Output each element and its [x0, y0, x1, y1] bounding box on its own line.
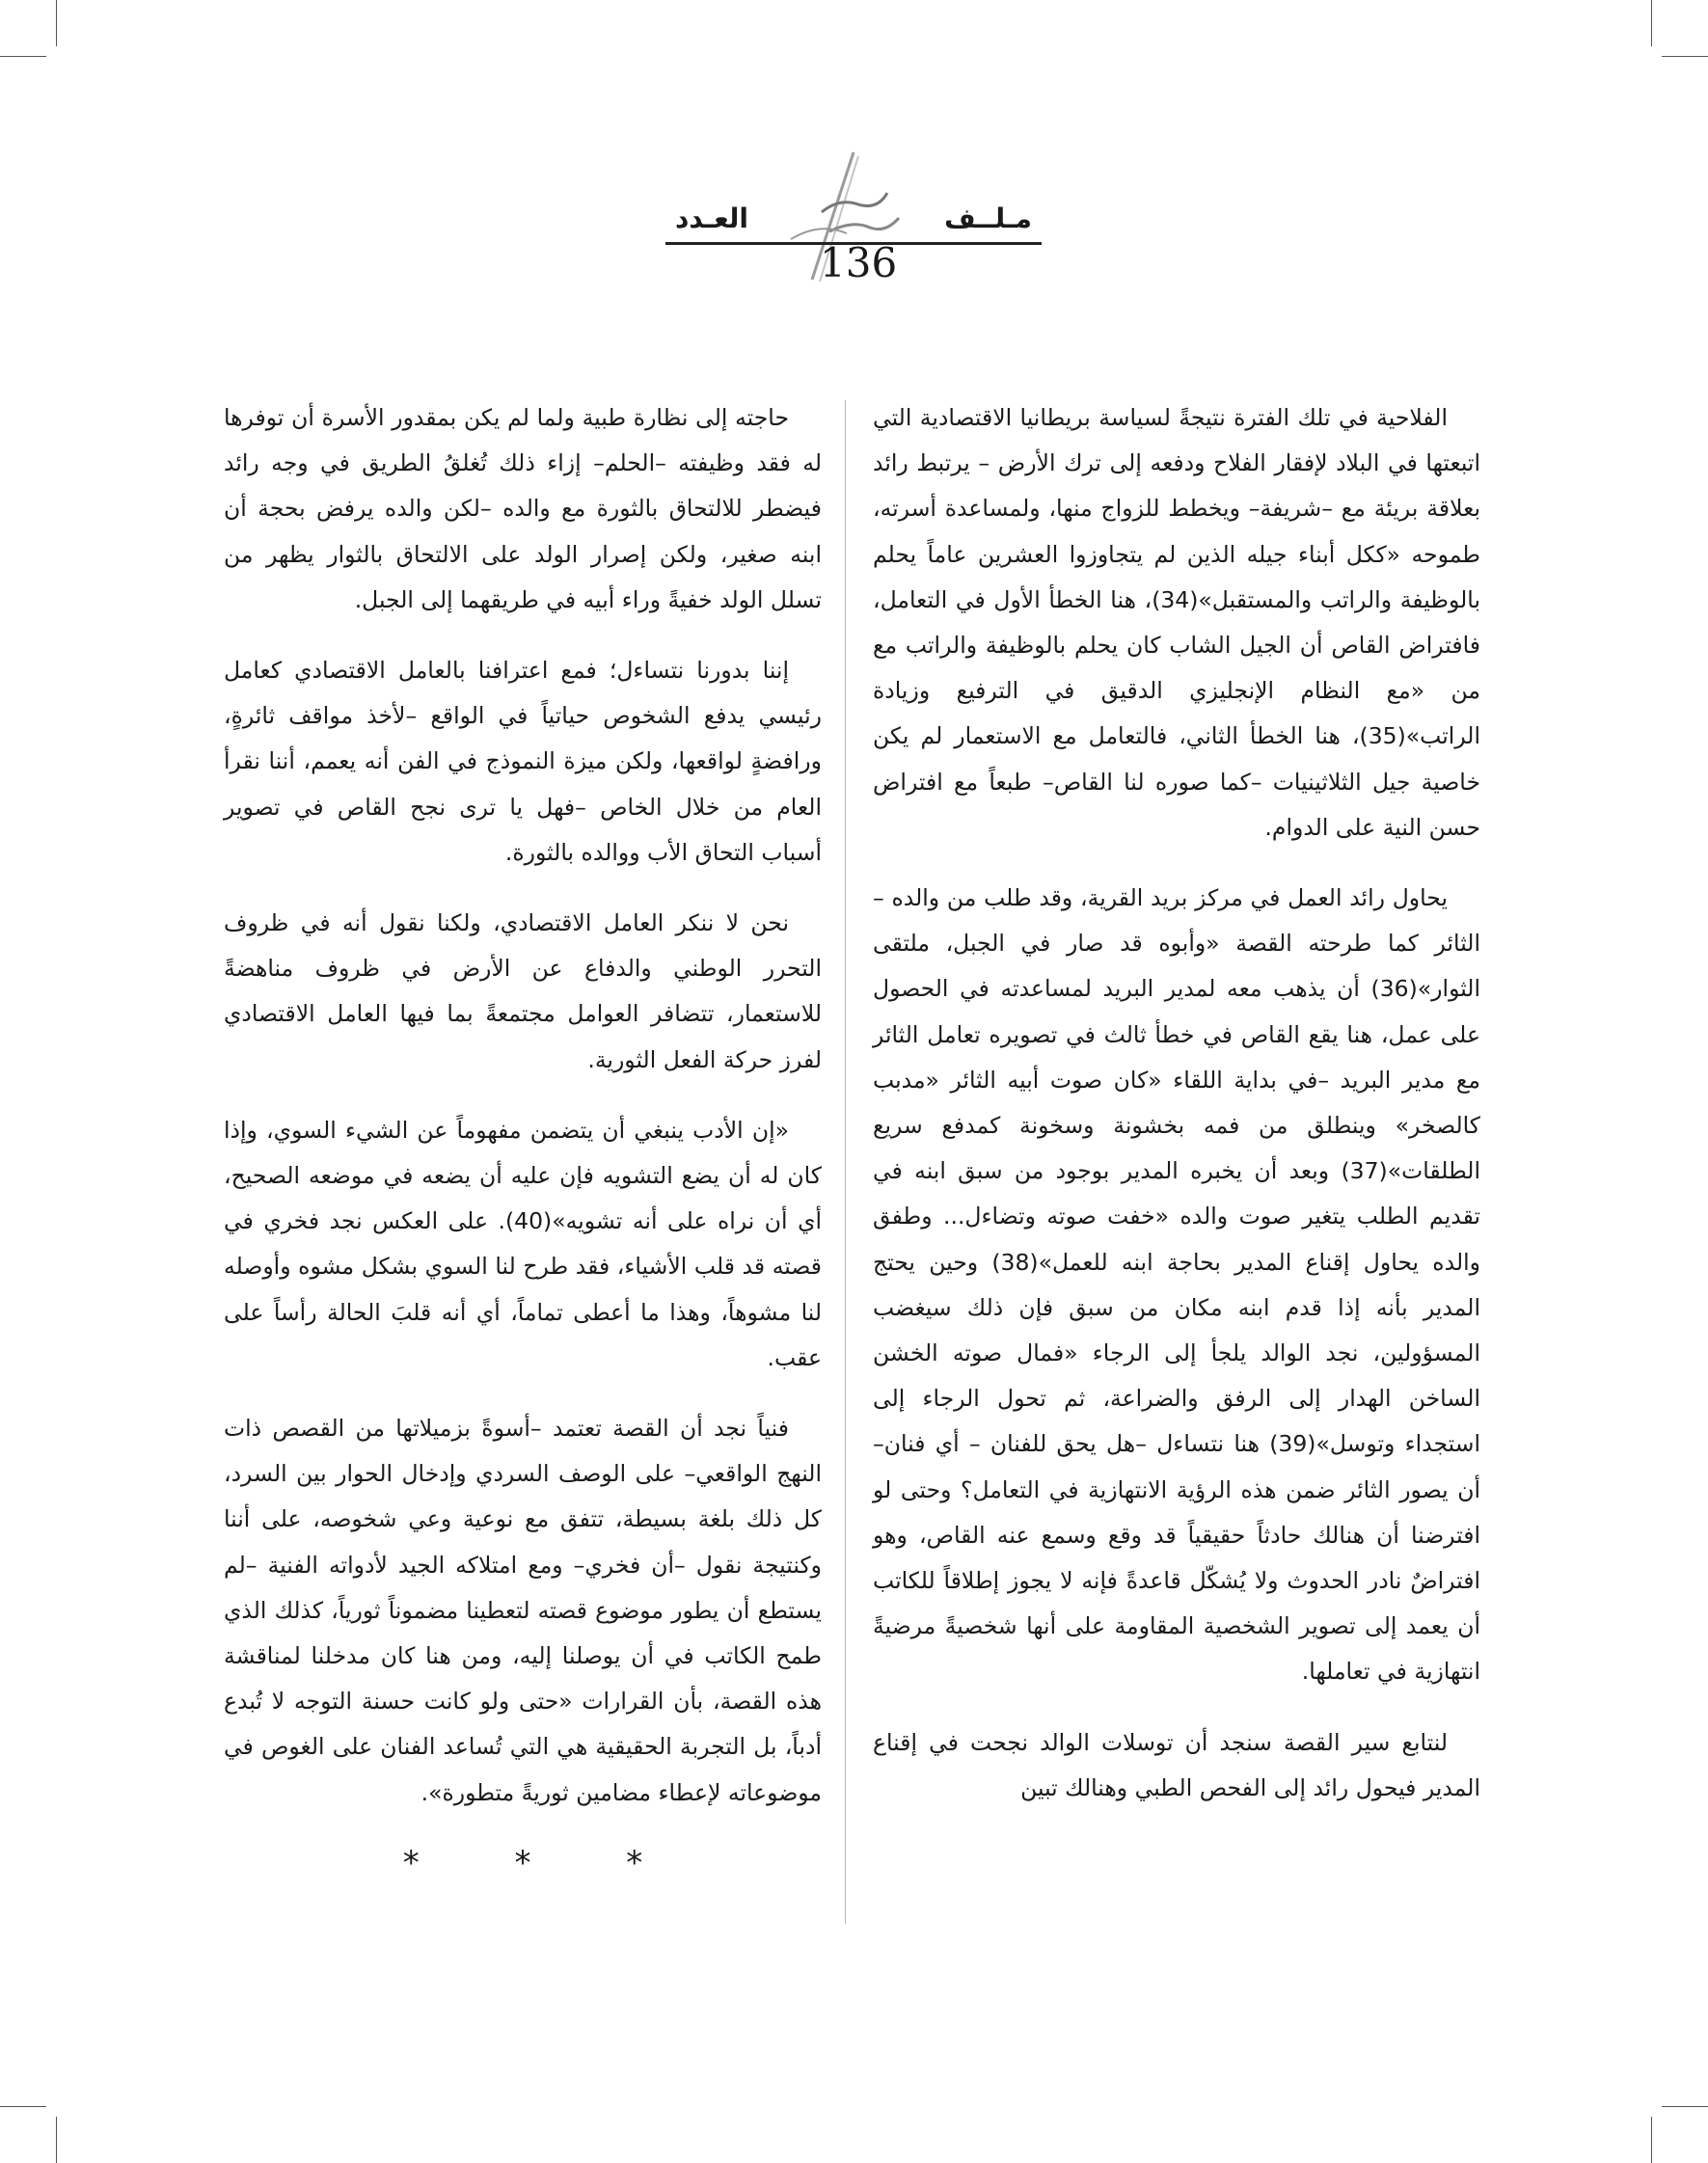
crop-mark — [0, 56, 46, 57]
crop-mark — [1651, 0, 1652, 46]
paragraph: يحاول رائد العمل في مركز بريد القرية، وقد طلب من والده –الثائر كما طرحته القصة «وأبوه قد صار في الجبل، ملتقى الثوار»(36) أن يذهب معه لمدير البريد لمساعدته في الحصول على عمل، هنا يقع القاص في خطأ ثالث في تصويره تعامل الثائر مع مدير البريد –في بداية اللقاء «كان صوت أبيه الثائر «مدبب كالصخر» وينطلق من فمه بخشونة وسخونة كمدفع سريع الطلقات»(37) وبعد أن يخبره المدير بوجود من سبق ابنه في تقديم الطلب يتغير صوت والده «خفت صوته وتضاءل... وطفق والده يحاول إقناع المدير بحاجة ابنه للعمل»(38) وحين يحتج المدير بأنه إذا قدم ابنه مكان من سبق فإن ذلك سيغضب المسؤولين، نجد الوالد يلجأ إلى الرجاء «فمال صوته الخشن الساخن الهدار إلى الرفق والضراعة، ثم تحول الرجاء إلى استجداء وتوسل»(39) هنا نتساءل –هل يحق للفنان – أي فنان– أن يصور الثائر ضمن هذه الرؤية الانتهازية في التعامل؟ وحتى لو افترضنا أن هنالك حادثاً حقيقياً قد وقع وسمع عنه القاص، وهو افتراضٌ نادر الحدوث ولا يُشكّل قاعدةً فإنه لا يجوز إطلاقاً للكاتب أن يعمد إلى تصوير الشخصية المقاومة على أنها شخصيةً مرضيةً انتهازية في تعاملها. — [873, 884, 1480, 1686]
crop-mark — [0, 2106, 46, 2107]
page-header — [656, 145, 1051, 289]
paragraph: الفلاحية في تلك الفترة نتيجةً لسياسة بريطانيا الاقتصادية التي اتبعتها في البلاد لإفقار الفلاح ودفعه إلى ترك الأرض – يرتبط رائد بعلاقة بريئة مع –شريفة– ويخطط للزواج منها، ولمساعدة أسرته، طموحه «ككل أبناء جيله الذين لم يتجاوزوا العشرين عاماً يحلم بالوظيفة والراتب والمستقبل»(34)، هنا الخطأ الأول في التعامل، فافتراض القاص أن الجيل الشاب كان يحلم بالوظيفة والراتب مع من «مع النظام الإنجليزي الدقيق في الترفيع وزيادة الراتب»(35)، هنا الخطأ الثاني، فالتعامل مع الاستعمار لم يكن خاصية جيل الثلاثينيات –كما صوره لنا القاص– طبعاً مع افتراض حسن النية على الدوام. — [873, 404, 1480, 841]
paragraph: إننا بدورنا نتساءل؛ فمع اعترافنا بالعامل الاقتصادي كعامل رئيسي يدفع الشخوص حياتياً في الواقع –لأخذ مواقف ثائرةٍ، ورافضةٍ لواقعها، ولكن ميزة النموذج في الفن أنه يعمم، أننا نقرأ العام من خلال الخاص –فهل يا ترى نجح القاص في تصوير أسباب التحاق الأب ووالده بالثورة. — [224, 657, 822, 866]
crop-mark — [1651, 2117, 1652, 2163]
crop-mark — [56, 2117, 57, 2163]
crop-mark — [1662, 56, 1708, 57]
column-divider — [845, 400, 846, 1924]
paragraph: حاجته إلى نظارة طبية ولما لم يكن بمقدور الأسرة أن توفرها له فقد وظيفته –الحلم– إزاء ذلك تُغلقُ الطريق في وجه رائد فيضطر للالتحاق بالثورة مع والده –لكن والده يرفض بحجة أن ابنه صغير، ولكن إصرار الولد على الالتحاق بالثوار يظهر من تسلل الولد خفيةً وراء أبيه في طريقهما إلى الجبل. — [224, 404, 822, 613]
section-separator: * * * — [402, 1843, 686, 1882]
issue-label: العـدد — [675, 203, 749, 234]
left-column — [224, 395, 822, 1886]
crop-mark — [56, 0, 57, 46]
paragraph: «إن الأدب ينبغي أن يتضمن مفهوماً عن الشيء السوي، وإذا كان له أن يضع التشويه فإن عليه أن يضعه في موضعه الصحيح، أي أن نراه على أنه تشويه»(40). على العكس نجد فخري في قصته قد قلب الأشياء، فقد طرح لنا السوي بشكل مشوه وأوصله لنا مشوهاً، وهذا ما أعطى تماماً، أي أنه قلبَ الحالة رأساً على عقب. — [224, 1116, 822, 1371]
paragraph: لنتابع سير القصة سنجد أن توسلات الوالد نجحت في إقناع المدير فيحول رائد إلى الفحص الطبي وهنالك تبين — [873, 1728, 1480, 1801]
crop-mark — [1662, 2106, 1708, 2107]
right-column — [873, 395, 1480, 1836]
paragraph: فنياً نجد أن القصة تعتمد –أسوةً بزميلاتها من القصص ذات النهج الواقعي– على الوصف السردي وإدخال الحوار بين السرد، كل ذلك بلغة بسيطة، تتفق مع نوعية وعي شخوصه، على أننا وكنتيجة نقول –أن فخري– ومع امتلاكه الجيد لأدواته الفنية –لم يستطع أن يطور موضوع قصته لتعطينا مضموناً ثورياً، كذلك الذي طمح الكاتب في أن يوصلنا إليه، ومن هنا كان مدخلنا لمناقشة هذه القصة، بأن القرارات «حتى ولو كانت حسنة التوجه لا تُبدع أدباً، بل التجربة الحقيقية هي التي تُساعد الفنان على الغوص في موضوعاته لإعطاء مضامين ثوريةً متطورة». — [224, 1415, 822, 1806]
page-number: 136 — [820, 239, 898, 286]
paragraph: نحن لا ننكر العامل الاقتصادي، ولكنا نقول أنه في ظروف التحرر الوطني والدفاع عن الأرض في ظروف مناهضةً للاستعمار، تتضافر العوامل مجتمعةً بما فيها العامل الاقتصادي لفرز حركة الفعل الثورية. — [224, 909, 822, 1073]
series-title: مـلــف — [944, 203, 1032, 234]
